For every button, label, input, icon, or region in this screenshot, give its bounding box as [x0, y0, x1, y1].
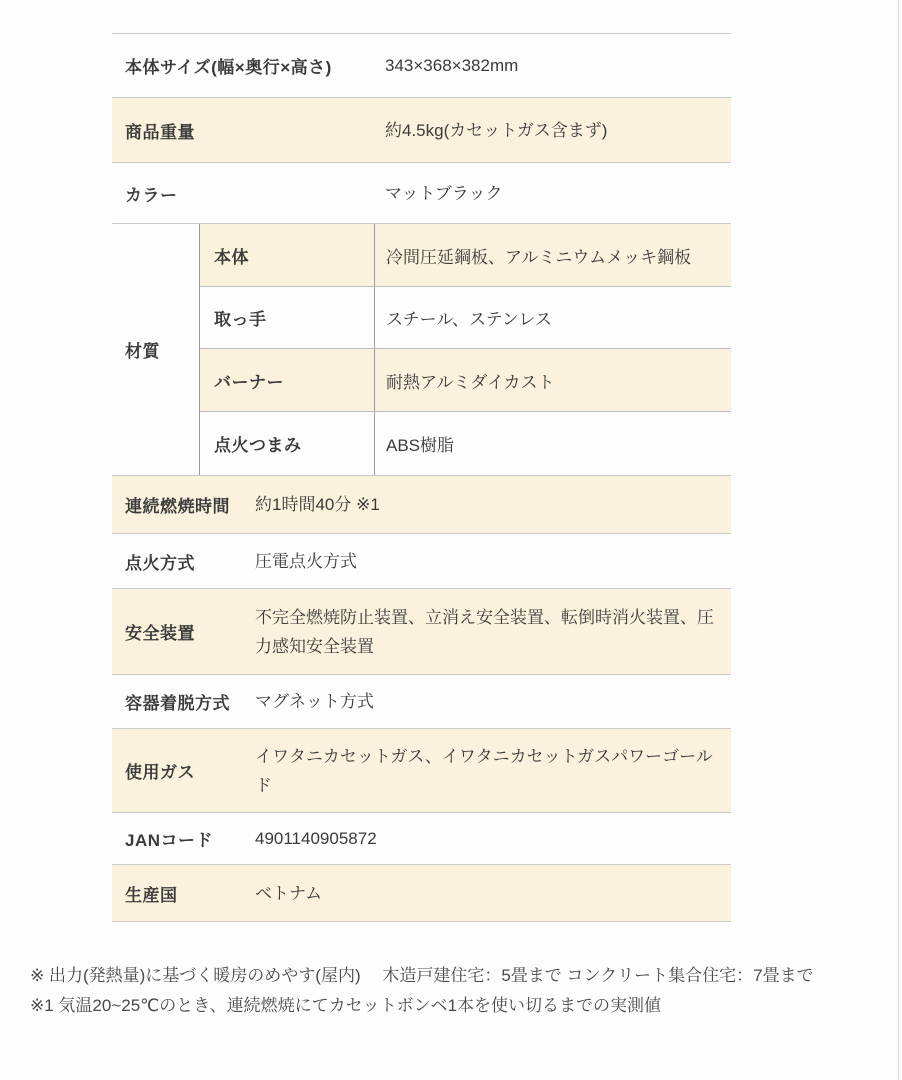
footnote-heating-guideline: ※ 出力(発熱量)に基づく暖房のめやす(屋内) 木造戸建住宅：5畳まで コンクリート集合住宅：7畳まで: [30, 966, 814, 985]
spec-row-burn-time: [112, 476, 731, 534]
spec-value: 343×368×382mm: [385, 56, 519, 75]
spec-detail-section: [112, 476, 731, 922]
spec-label: 取っ手: [214, 310, 267, 329]
spec-row-weight: [112, 98, 731, 163]
spec-value: ABS樹脂: [374, 412, 731, 475]
spec-value: マットブラック: [385, 183, 503, 203]
spec-row-cartridge-attachment: [112, 675, 731, 729]
spec-value: 不完全燃焼防止装置、立消え安全装置、転倒時消火装置、圧力感知安全装置: [255, 607, 714, 656]
footnotes: [30, 961, 895, 1021]
spec-value: 冷間圧延鋼板、アルミニウムメッキ鋼板: [374, 224, 731, 286]
spec-label: 生産国: [125, 885, 178, 905]
material-row-burner: [200, 349, 731, 412]
spec-label: JANコード: [125, 831, 214, 850]
spec-value: イワタニカセットガス、イワタニカセットガスパワーゴールド: [255, 746, 713, 795]
spec-row-gas-type: [112, 729, 731, 813]
spec-label: 安全装置: [125, 624, 195, 643]
spec-value: 約1時間40分 ※1: [255, 495, 380, 514]
spec-row-color: [112, 163, 731, 224]
material-group: [112, 224, 731, 476]
material-row-ignition-knob: [200, 412, 731, 475]
spec-value: スチール、ステンレス: [374, 287, 731, 348]
spec-label: 容器着脱方式: [125, 694, 230, 713]
spec-label: 商品重量: [125, 122, 195, 142]
material-row-body: [200, 224, 731, 287]
spec-label: 点火方式: [125, 553, 195, 573]
spec-label: 本体サイズ(幅×奥行×高さ): [125, 58, 332, 77]
spec-value: 圧電点火方式: [255, 551, 357, 571]
spec-basic-section: [112, 34, 731, 224]
spec-value: マグネット方式: [255, 692, 374, 711]
spec-label: 点火つまみ: [214, 436, 302, 455]
spec-row-country-of-origin: [112, 865, 731, 922]
spec-row-jan-code: [112, 813, 731, 865]
material-group-label: 材質: [125, 342, 160, 361]
spec-row-body-size: [112, 34, 731, 98]
spec-row-safety-devices: [112, 589, 731, 675]
spec-value: 4901140905872: [255, 829, 377, 848]
spec-value: 耐熱アルミダイカスト: [374, 349, 731, 411]
spec-value: ベトナム: [255, 883, 323, 903]
spec-label: 本体: [214, 247, 249, 267]
spec-row-ignition-method: [112, 534, 731, 589]
footnote-burn-time-condition: ※1 気温20~25℃のとき、連続燃焼にてカセットボンベ1本を使い切るまでの実測値: [30, 996, 662, 1015]
spec-label: カラー: [125, 185, 178, 205]
spec-table: [112, 33, 731, 922]
spec-label: バーナー: [214, 372, 284, 392]
material-row-handle: [200, 287, 731, 349]
spec-label: 使用ガス: [125, 763, 195, 782]
spec-value: 約4.5kg(カセットガス含まず): [385, 120, 608, 140]
spec-label: 連続燃焼時間: [125, 497, 230, 516]
material-rows: [199, 224, 731, 475]
page-edge-line: [898, 0, 899, 1080]
